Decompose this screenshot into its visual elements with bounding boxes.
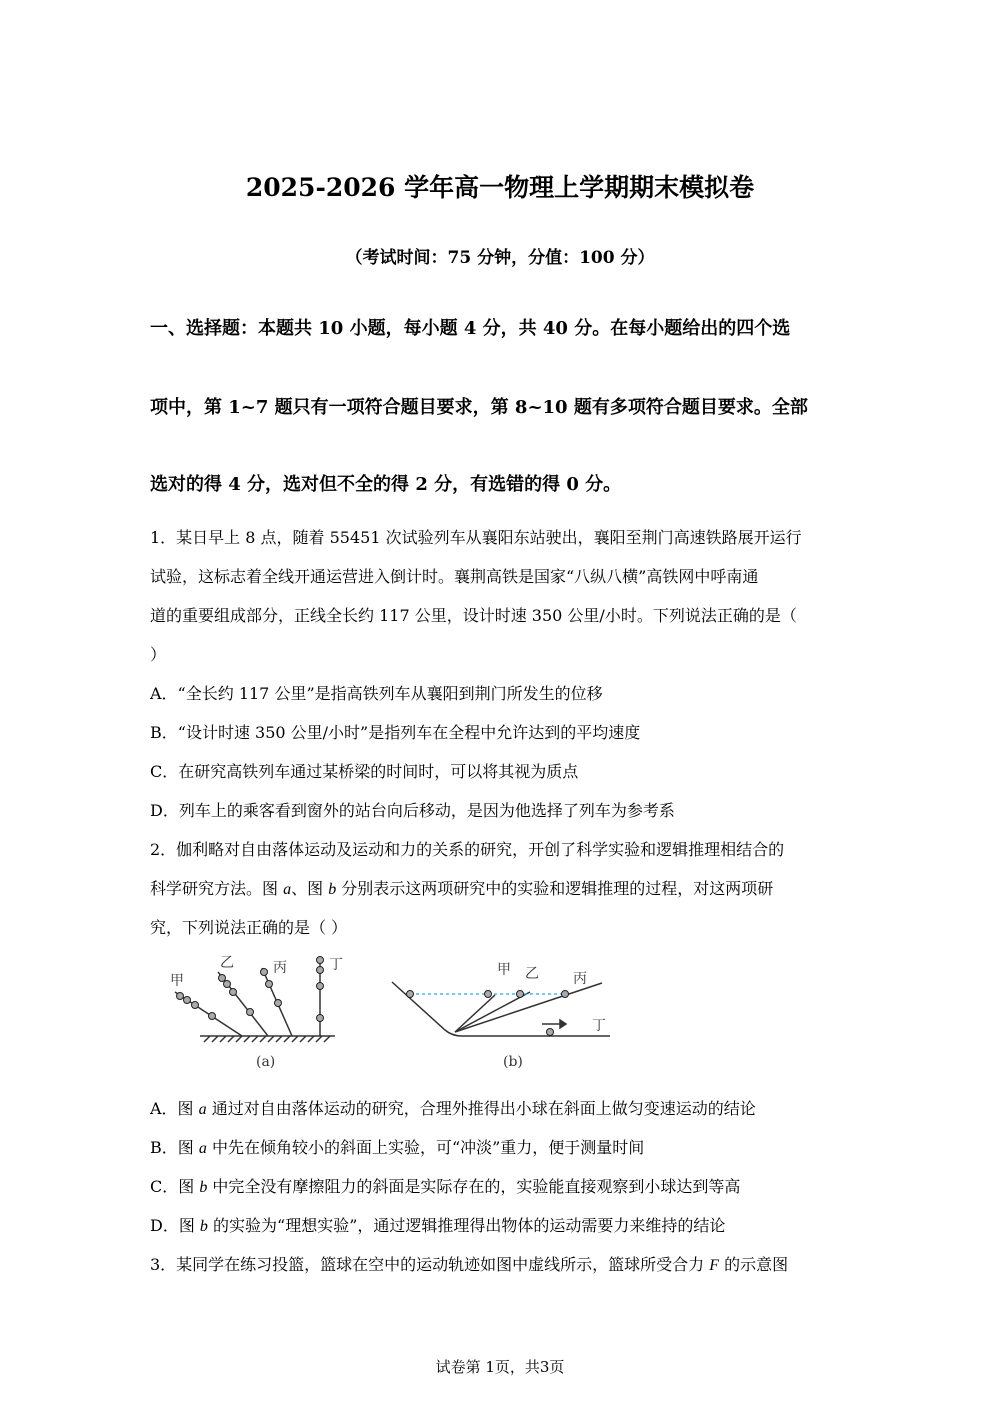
question-1-text: 1．某日早上 8 点，随着 55451 次试验列车从襄阳东站驶出，襄阳至荆门高速铁路展开运行: [150, 528, 802, 547]
question-1-option-c: C．在研究高铁列车通过某桥梁的时间时，可以将其视为质点: [150, 762, 579, 781]
question-2-option-a: A．图 a 通过对自由落体运动的研究，合理外推得出小球在斜面上做匀变速运动的结论: [150, 1099, 756, 1118]
question-2-option-b: B．图 a 中先在倾角较小的斜面上实验，可“冲淡”重力，便于测量时间: [150, 1138, 645, 1157]
exam-info: （考试时间：75 分钟，分值：100 分）: [345, 248, 655, 268]
section-instructions-line3: 选对的得 4 分，选对但不全的得 2 分，有选错的得 0 分。: [150, 474, 622, 495]
label-ding-a: 丁: [329, 957, 343, 973]
label-yi-b: 乙: [525, 966, 539, 982]
label-ding-b: 丁: [592, 1018, 606, 1034]
section-instructions-line1: 一、选择题：本题共 10 小题，每小题 4 分，共 40 分。在每小题给出的四个选: [150, 318, 791, 339]
question-3-text: 3．某同学在练习投篮，篮球在空中的运动轨迹如图中虚线所示，篮球所受合力 F 的示意图: [150, 1255, 789, 1274]
question-1-text: ）: [150, 645, 167, 664]
page-footer: 试卷第 1页，共3页: [435, 1358, 565, 1376]
caption-b: (b): [503, 1054, 523, 1070]
label-jia-a: 甲: [170, 973, 184, 989]
question-2-option-d: D．图 b 的实验为“理想实验”，通过逻辑推理得出物体的运动需要力来维持的结论: [150, 1216, 726, 1235]
question-1-text: 试验，这标志着全线开通运营进入倒计时。襄荆高铁是国家“八纵八横”高铁网中呼南通: [150, 567, 759, 586]
label-bing-b: 丙: [573, 971, 587, 987]
question-1-option-a: A．“全长约 117 公里”是指高铁列车从襄阳到荆门所发生的位移: [150, 684, 603, 703]
question-2-text: 2．伽利略对自由落体运动及运动和力的关系的研究，开创了科学实验和逻辑推理相结合的: [150, 840, 785, 859]
question-1-option-b: B．“设计时速 350 公里/小时”是指列车在全程中允许达到的平均速度: [150, 723, 641, 742]
question-2-option-c: C．图 b 中完全没有摩擦阻力的斜面是实际存在的，实验能直接观察到小球达到等高: [150, 1177, 741, 1196]
label-bing-a: 丙: [273, 960, 287, 976]
question-2-text: 科学研究方法。图 a、图 b 分别表示这两项研究中的实验和逻辑推理的过程，对这两项研: [150, 879, 774, 898]
galileo-experiment-figure: [160, 950, 620, 1075]
label-jia-b: 甲: [497, 962, 511, 978]
section-instructions-line2: 项中，第 1~7 题只有一项符合题目要求，第 8~10 题有多项符合题目要求。全部: [150, 397, 808, 418]
caption-a: (a): [256, 1054, 276, 1070]
label-yi-a: 乙: [220, 955, 234, 971]
question-1-text: 道的重要组成部分，正线全长约 117 公里，设计时速 350 公里/小时。下列说法正确的是（: [150, 606, 797, 625]
question-1-option-d: D．列车上的乘客看到窗外的站台向后移动，是因为他选择了列车为参考系: [150, 801, 675, 820]
page-title: 2025-2026 学年高一物理上学期期末模拟卷: [245, 173, 755, 202]
question-2-text: 究，下列说法正确的是（ ）: [150, 918, 348, 937]
